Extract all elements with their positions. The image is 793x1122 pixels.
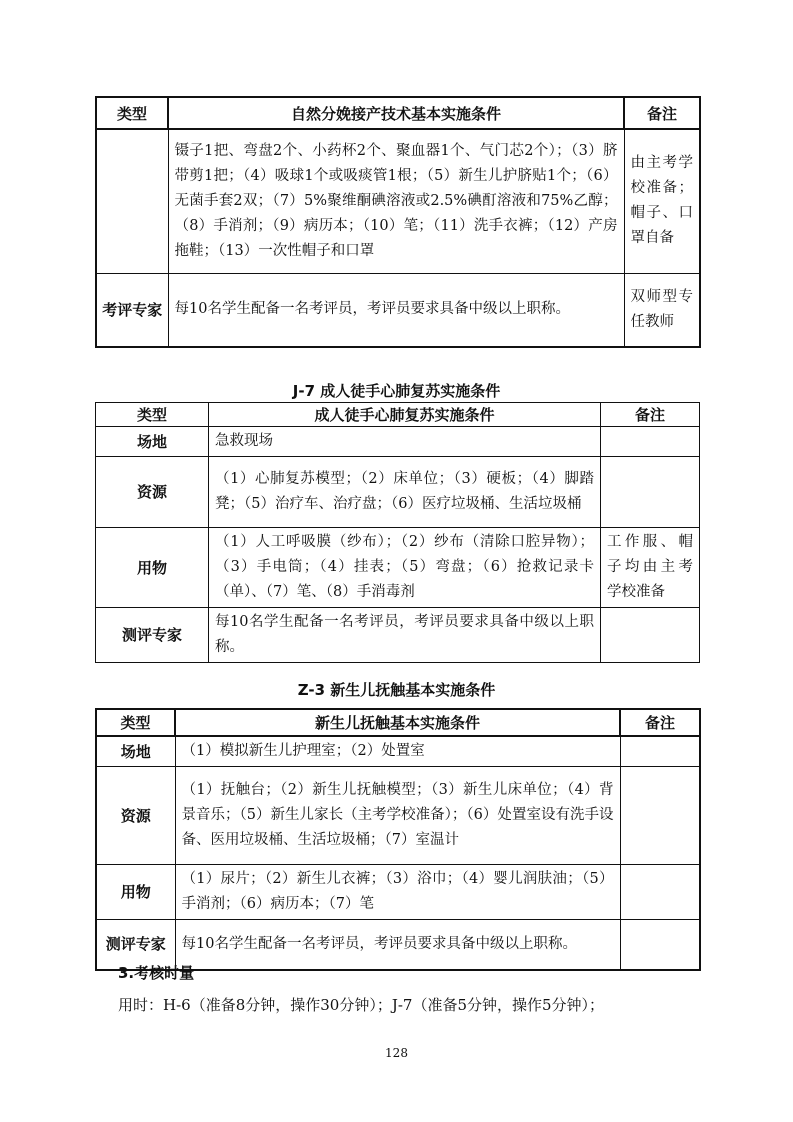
table2-row1-category: 场地 [96,427,209,457]
table2-row1-content: 急救现场 [209,427,601,457]
table-row [96,427,700,457]
table3-row4-category: 测评专家 [96,920,175,970]
table1-row2-note: 双师型专任教师 [624,273,700,347]
table2-caption: J-7 成人徒手心肺复苏实施条件 [292,382,501,400]
section-heading: 3.考核时量 [118,964,195,982]
table1-header-type: 类型 [96,97,168,129]
table1-row1-content: 镊子1把、弯盘2个、小药杯2个、聚血器1个、气门芯2个）；（3）脐带剪1把；（4）吸球1个或吸痰管1根；（5）新生儿护脐贴1个；（6）无菌手套2双；（7）5%聚维酮碘溶液或2.5%碘酊溶液和75%乙醇；（8）手消剂；（9）病历本；（10）笔；（11）洗手衣裤；（12）产房拖鞋；（13）一次性帽子和口罩 [168,129,624,273]
table1-row2-content: 每10名学生配备一名考评员，考评员要求具备中级以上职称。 [168,273,624,347]
table2-row3-content: （1）人工呼吸膜（纱布）；（2）纱布（清除口腔异物）；（3）手电筒；（4）挂表；（5）弯盘；（6）抢救记录卡（单）、（7）笔、（8）手消毒剂 [209,528,601,608]
table-row [96,273,700,347]
table3-header-note: 备注 [620,709,700,736]
table1-header-conditions: 自然分娩接产技术基本实施条件 [168,97,624,129]
table-delivery-conditions [95,96,701,348]
table1-header-note: 备注 [624,97,700,129]
table3-row3-category: 用物 [96,865,175,920]
table3-row2-content: （1）抚触台；（2）新生儿抚触模型；（3）新生儿床单位；（4）背景音乐；（5）新生儿家长（主考学校准备）；（6）处置室设有洗手设备、医用垃圾桶、生活垃圾桶；（7）室温计 [175,767,620,865]
table3-row1-category: 场地 [96,736,175,767]
table3-row3-note [620,865,700,920]
section-paragraph: 用时：H-6（准备8分钟，操作30分钟）；J-7（准备5分钟，操作5分钟）； [118,996,605,1014]
table3-caption: Z-3 新生儿抚触基本实施条件 [297,681,496,699]
table1-row1-note: 由主考学校准备；帽子、口罩自备 [624,129,700,273]
table2-header-note: 备注 [601,403,700,427]
table-newborn-touch-conditions [95,708,701,971]
table-row [96,528,700,608]
table-row [96,767,700,865]
table3-row2-note [620,767,700,865]
table3-row3-content: （1）尿片；（2）新生儿衣裤；（3）浴巾；（4）婴儿润肤油；（5）手消剂；（6）病历本；（7）笔 [175,865,620,920]
table2-row2-note [601,457,700,528]
table2-row4-content: 每10名学生配备一名考评员，考评员要求具备中级以上职称。 [209,608,601,663]
table1-row1-category [96,129,168,273]
table3-row1-content: （1）模拟新生儿护理室；（2）处置室 [175,736,620,767]
table-row [96,608,700,663]
table3-row1-note [620,736,700,767]
table2-row2-category: 资源 [96,457,209,528]
table2-row2-content: （1）心肺复苏模型；（2）床单位；（3）硬板；（4）脚踏凳；（5）治疗车、治疗盘；（6）医疗垃圾桶、生活垃圾桶 [209,457,601,528]
table-row [96,457,700,528]
table3-header-conditions: 新生儿抚触基本实施条件 [175,709,620,736]
table2-row3-note: 工作服、帽子均由主考学校准备 [601,528,700,608]
table2-row1-note [601,427,700,457]
table3-row2-category: 资源 [96,767,175,865]
table1-row2-category: 考评专家 [96,273,168,347]
page-number: 128 [385,1046,408,1060]
table2-header-type: 类型 [96,403,209,427]
table-row [96,129,700,273]
table-row [96,865,700,920]
table2-row3-category: 用物 [96,528,209,608]
table3-header-type: 类型 [96,709,175,736]
table3-row4-content: 每10名学生配备一名考评员，考评员要求具备中级以上职称。 [175,920,620,970]
table2-header-conditions: 成人徒手心肺复苏实施条件 [209,403,601,427]
table-cpr-conditions [95,402,700,663]
table-row [96,736,700,767]
table2-row4-note [601,608,700,663]
table3-row4-note [620,920,700,970]
table2-row4-category: 测评专家 [96,608,209,663]
